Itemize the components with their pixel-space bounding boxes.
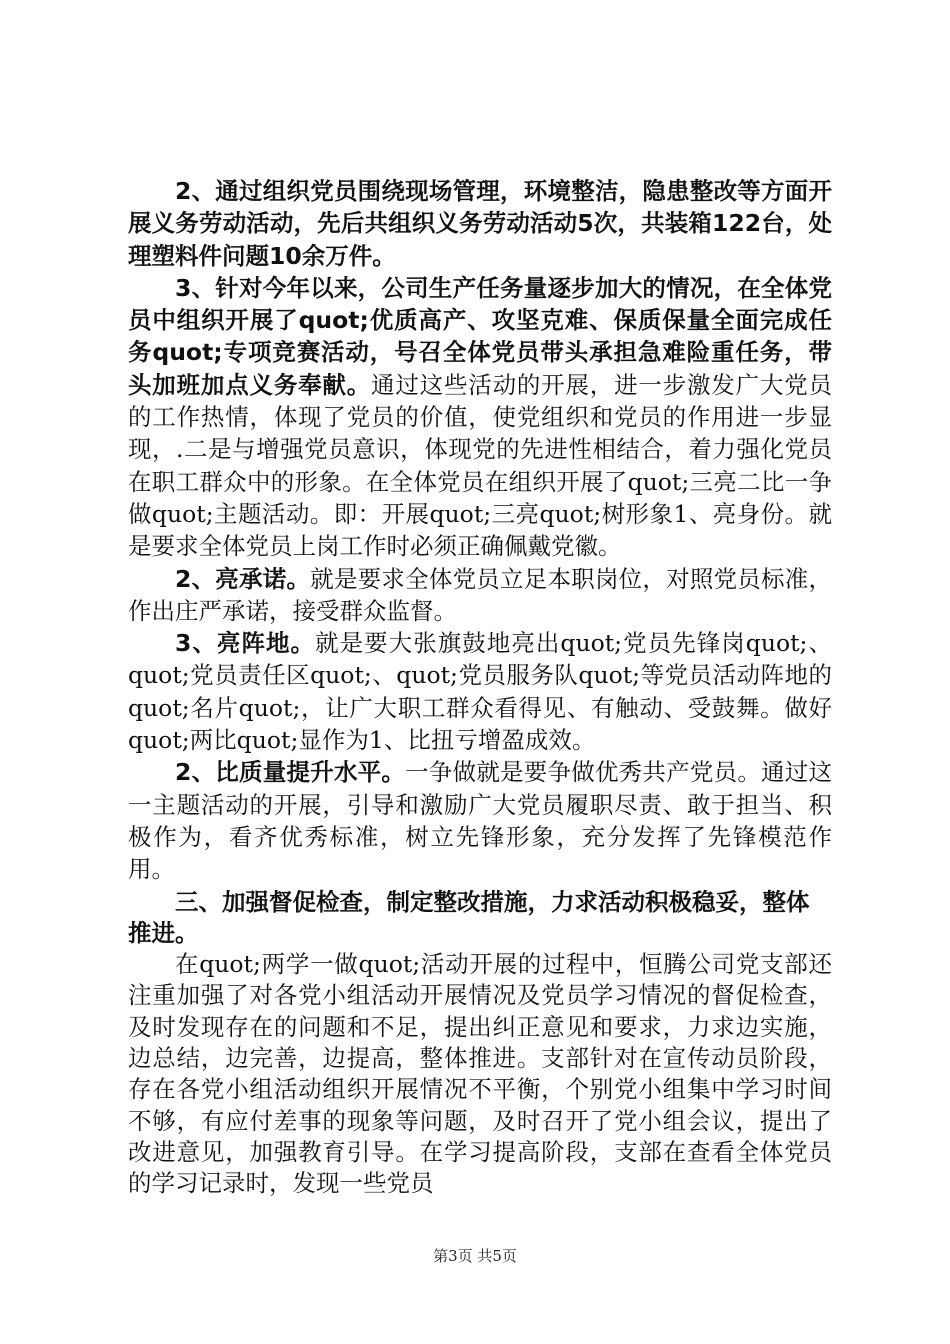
paragraph-1 (128, 176, 832, 273)
paragraph-5 (128, 757, 832, 886)
paragraph-5-body: 一争做就是要争做优秀共产党员。通过这一主题活动的开展，引导和激励广大党员履职尽责、敢于担当、积极作为，看齐优秀标准，树立先锋形象，充分发挥了先锋模范作用。 (128, 758, 833, 884)
page-footer: 第3页 共5页 (433, 1247, 517, 1265)
paragraph-2 (128, 273, 832, 564)
section-heading: 三、加强督促检查，制定整改措施，力求活动积极稳妥，整体推进。 (128, 887, 810, 947)
paragraph-5-lead: 2、比质量提升水平。 (175, 758, 406, 787)
paragraph-4-lead: 3、亮阵地。 (175, 629, 316, 658)
document-page (128, 176, 832, 1200)
paragraph-3-lead: 2、亮承诺。 (175, 564, 311, 593)
paragraph-4-body: 就是要大张旗鼓地亮出quot;党员先锋岗quot;、quot;党员责任区quot;、quot;党员服务队quot;等党员活动阵地的quot;名片quot;，让广大职工群众看得见、有触动、受鼓舞。做好quot;两比quot;显作为1、比扭亏增盈成效。 (128, 629, 833, 755)
paragraph-3-body: 就是要求全体党员立足本职岗位，对照党员标准，作出庄严承诺，接受群众监督。 (128, 564, 832, 625)
final-paragraph: 在quot;两学一做quot;活动开展的过程中，恒腾公司党支部还注重加强了对各党小组活动开展情况及党员学习情况的督促检查，及时发现存在的问题和不足，提出纠正意见和要求，力求边实施，边总结，边完善，边提高，整体推进。支部针对在宣传动员阶段，存在各党小组活动组织开展情况不平衡，个别党小组集中学习时间不够，有应付差事的现象等问题，及时召开了党小组会议，提出了改进意见，加强教育引导。在学习提高阶段，支部在查看全体党员的学习记录时，发现一些党员 (128, 950, 832, 1198)
paragraph-2-lead: 3、针对今年以来，公司生产任务量逐步加大的情况，在全体党员中组织开展了quot;优质高产、攻坚克难、保质保量全面完成任务quot;专项竞赛活动，号召全体党员带头承担急难险重任务，带头加班加点义务奉献。 (128, 273, 832, 399)
paragraph-1-lead: 2、通过组织党员围绕现场管理，环境整洁，隐患整改等方面开展义务劳动活动，先后共组织义务劳动活动5次，共装箱122台，处理塑料件问题10余万件。 (128, 177, 832, 270)
paragraph-4 (128, 628, 832, 757)
paragraph-3 (128, 564, 832, 629)
paragraph-2-body: 通过这些活动的开展，进一步激发广大党员的工作热情，体现了党员的价值，使党组织和党员的作用进一步显现，.二是与增强党员意识，体现党的先进性相结合，着力强化党员在职工群众中的形象。在全体党员在组织开展了quot;三亮二比一争做quot;主题活动。即：开展quot;三亮quot;树形象1、亮身份。就是要求全体党员上岗工作时必须正确佩戴党徽。 (128, 370, 833, 561)
